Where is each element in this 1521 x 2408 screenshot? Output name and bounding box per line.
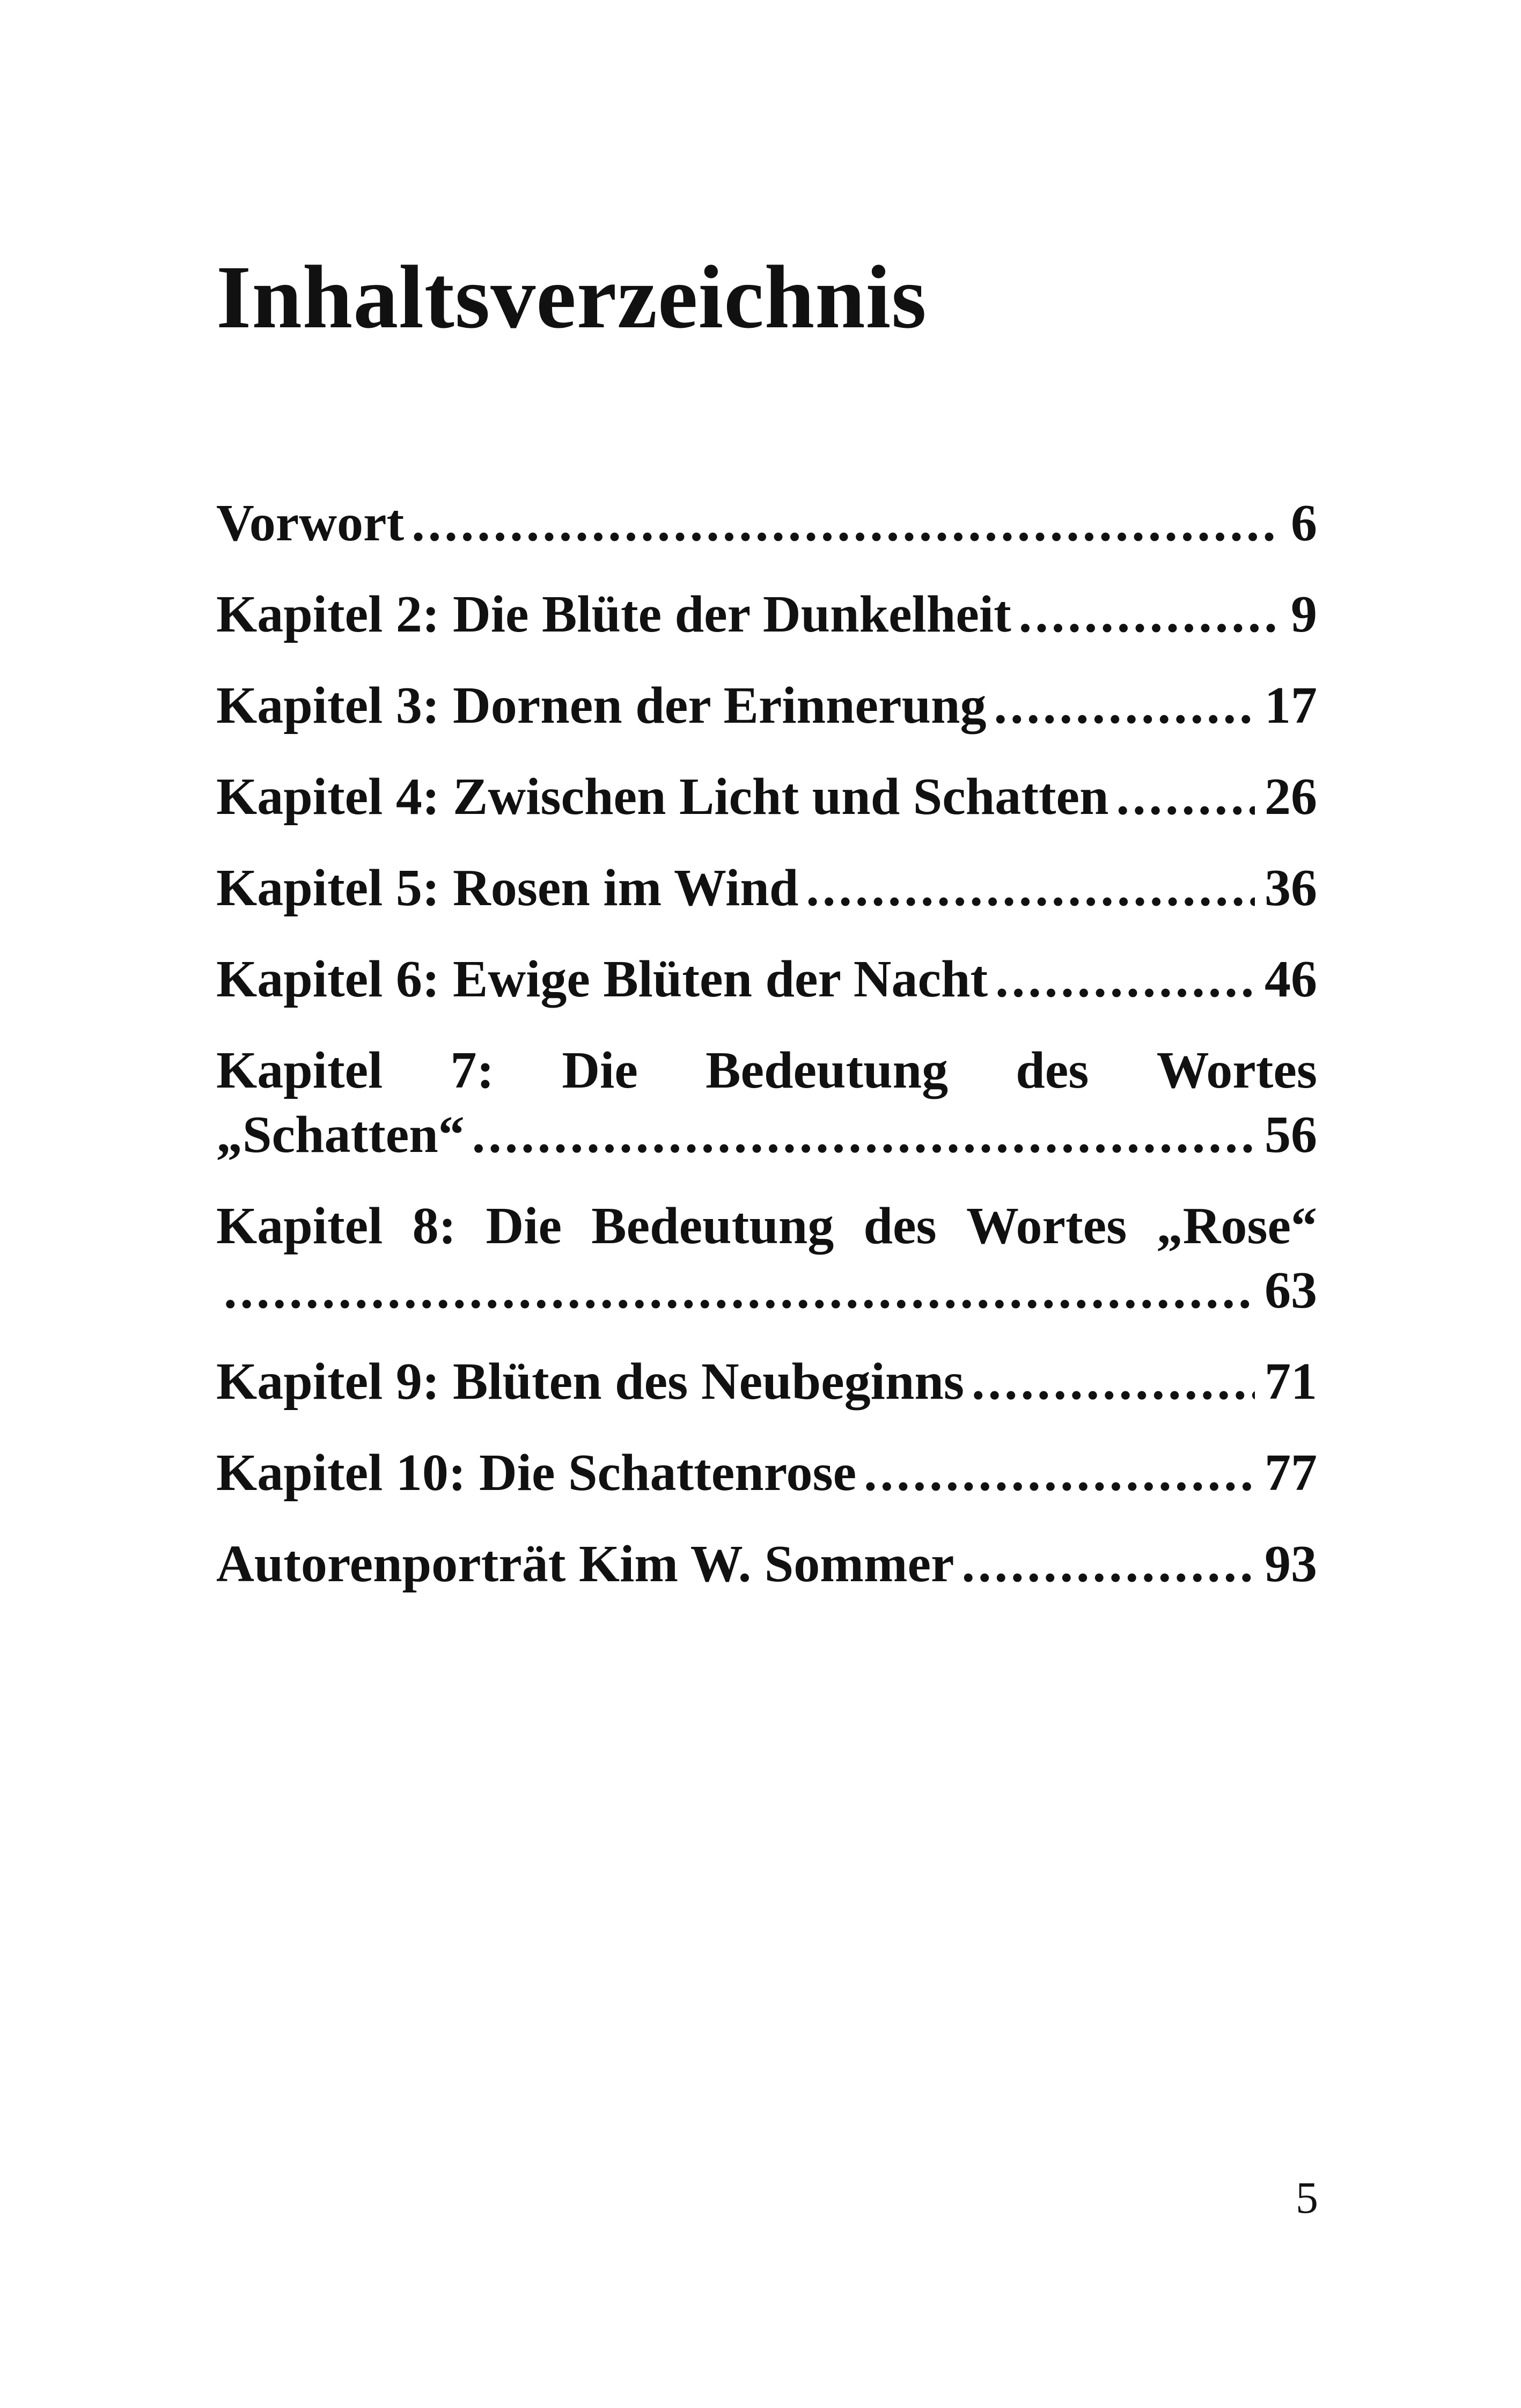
toc-word: Kapitel [216, 1197, 383, 1255]
toc-entry-page: 36 [1265, 859, 1317, 917]
toc-entry-label: Kapitel 6: Ewige Blüten der Nacht [216, 950, 988, 1008]
page-title: Inhaltsverzeichnis [216, 247, 927, 347]
toc-entry-label: Vorwort [216, 494, 405, 552]
toc-entry-chapter-3 [216, 673, 1317, 738]
toc-entry-page: 63 [1265, 1261, 1317, 1319]
toc-entry-page: 26 [1265, 768, 1317, 826]
toc-entry-page: 6 [1291, 494, 1317, 552]
toc-word: Kapitel [216, 1041, 383, 1099]
toc-entry-page: 17 [1265, 677, 1317, 735]
toc-word: 8: [412, 1197, 457, 1255]
toc-word: Die [562, 1041, 638, 1099]
toc-word: „Rose“ [1156, 1197, 1317, 1255]
toc-entry-label: Kapitel 10: Die Schattenrose [216, 1444, 857, 1502]
dot-leader [1116, 765, 1255, 829]
toc-entry-page: 46 [1265, 950, 1317, 1008]
toc-entry-label: „Schatten“ [216, 1106, 465, 1164]
toc-entry-chapter-9 [216, 1349, 1317, 1414]
toc-entry-label: Kapitel 9: Blüten des Neubeginns [216, 1353, 964, 1411]
dot-leader [995, 947, 1255, 1011]
table-of-contents [216, 491, 1317, 1623]
toc-entry-page: 77 [1265, 1444, 1317, 1502]
toc-entry-label: Kapitel 5: Rosen im Wind [216, 859, 799, 917]
toc-entry-chapter-6 [216, 947, 1317, 1011]
toc-entry-page: 93 [1265, 1535, 1317, 1593]
toc-word: Bedeutung [706, 1041, 949, 1099]
toc-entry-chapter-10 [216, 1441, 1317, 1505]
toc-entry-page: 9 [1291, 585, 1317, 643]
toc-word: Bedeutung [591, 1197, 834, 1255]
dot-leader [1019, 582, 1281, 647]
dot-leader [972, 1349, 1255, 1414]
toc-word: Wortes [966, 1197, 1127, 1255]
dot-leader [994, 673, 1255, 738]
toc-entry-first-line [216, 1038, 1317, 1103]
toc-entry-label: Kapitel 2: Die Blüte der Dunkelheit [216, 585, 1011, 643]
toc-entry-page: 56 [1265, 1106, 1317, 1164]
toc-entry-chapter-7 [216, 1038, 1317, 1167]
page-number: 5 [1296, 2173, 1318, 2223]
toc-entry-label: Kapitel 3: Dornen der Erinnerung [216, 677, 987, 735]
toc-entry-first-line [216, 1194, 1317, 1258]
toc-entry-page: 71 [1265, 1353, 1317, 1411]
toc-entry-chapter-2 [216, 582, 1317, 647]
dot-leader [962, 1532, 1255, 1596]
dot-leader [806, 856, 1255, 920]
toc-word: Die [486, 1197, 562, 1255]
toc-entry-chapter-5 [216, 856, 1317, 920]
dot-leader [224, 1258, 1255, 1323]
toc-entry-chapter-8 [216, 1194, 1317, 1323]
toc-entry-label: Autorenporträt Kim W. Sommer [216, 1535, 954, 1593]
toc-word: des [1016, 1041, 1089, 1099]
toc-word: Wortes [1156, 1041, 1317, 1099]
dot-leader [472, 1103, 1255, 1167]
toc-entry-vorwort [216, 491, 1317, 555]
toc-word: 7: [450, 1041, 495, 1099]
dot-leader [864, 1441, 1255, 1505]
toc-word: des [863, 1197, 937, 1255]
toc-entry-author-portrait [216, 1532, 1317, 1596]
toc-entry-chapter-4 [216, 765, 1317, 829]
toc-entry-label: Kapitel 4: Zwischen Licht und Schatten [216, 768, 1109, 826]
dot-leader [412, 491, 1281, 555]
